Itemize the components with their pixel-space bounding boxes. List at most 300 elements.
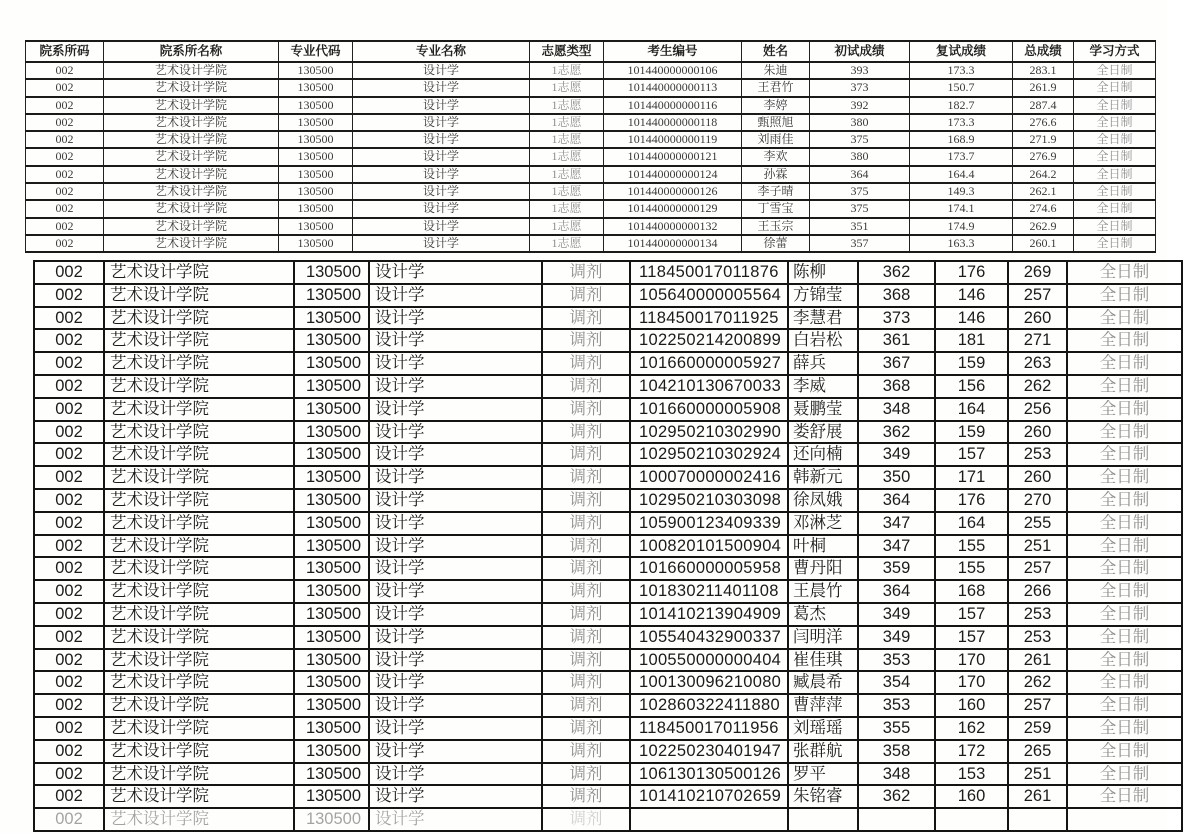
cell-retest-score: 163.3: [910, 235, 1013, 252]
cell-initial-score: 380: [810, 148, 910, 165]
cell-major-code: 130500: [294, 375, 369, 398]
cell-initial-score: 362: [858, 261, 935, 284]
cell-study-mode: 全日制: [1074, 114, 1156, 131]
cell-study-mode: 全日制: [1067, 307, 1182, 330]
cell-major-code: 130500: [294, 398, 369, 421]
cell-application-type: 调剂: [542, 580, 630, 603]
cell-dept-name: 艺术设计学院: [104, 284, 294, 307]
cell-retest-score: 173.3: [910, 114, 1013, 131]
cell-dept-name: 艺术设计学院: [104, 131, 279, 148]
cell-dept-code: 002: [26, 97, 104, 114]
cell-candidate-id: 118450017011956: [630, 717, 788, 740]
cell-initial-score: 357: [810, 235, 910, 252]
table-row: [34, 443, 1182, 466]
cell-total-score: 270: [1008, 489, 1067, 512]
table-row: [34, 375, 1182, 398]
cell-retest-score: 155: [935, 557, 1008, 580]
cell-initial-score: 362: [858, 785, 935, 808]
cell-initial-score: 348: [858, 398, 935, 421]
cell-dept-name: 艺术设计学院: [104, 114, 279, 131]
cell-candidate-id: 105540432900337: [630, 626, 788, 649]
cell-candidate-name: 罗平: [788, 763, 858, 786]
cell-major-code: 130500: [294, 694, 369, 717]
table-row: [34, 307, 1182, 330]
cell-dept-name: 艺术设计学院: [104, 626, 294, 649]
cell-initial-score: 353: [858, 649, 935, 672]
cell-dept-code: 002: [34, 580, 104, 603]
cell-dept-name: 艺术设计学院: [104, 557, 294, 580]
table-row: [34, 785, 1182, 808]
cell-study-mode: 全日制: [1067, 443, 1182, 466]
cell-initial-score: 364: [810, 166, 910, 183]
cell-study-mode: 全日制: [1074, 79, 1156, 96]
cell-major-name: 设计学: [369, 398, 542, 421]
cell-retest-score: 168: [935, 580, 1008, 603]
cell-major-code: 130500: [294, 329, 369, 352]
cell-candidate-id: 101440000000121: [604, 148, 742, 165]
cell-dept-name: 艺术设计学院: [104, 785, 294, 808]
cell-application-type: 调剂: [542, 763, 630, 786]
cell-dept-name: 艺术设计学院: [104, 148, 279, 165]
first-choice-admission-table: [25, 40, 1156, 253]
table-row: [26, 183, 1156, 200]
column-header-initial-score: 初试成绩: [810, 41, 910, 62]
cell-major-code: 130500: [279, 114, 353, 131]
table-row: [34, 557, 1182, 580]
cell-study-mode: 全日制: [1067, 329, 1182, 352]
table-row: [34, 763, 1182, 786]
cell-application-type: 1志愿: [530, 131, 604, 148]
cell-total-score: 269: [1008, 261, 1067, 284]
cell-major-name: 设计学: [369, 535, 542, 558]
cell-dept-code: 002: [26, 62, 104, 79]
cell-total-score: 262: [1008, 671, 1067, 694]
cell-candidate-name: 葛杰: [788, 603, 858, 626]
cell-total-score: 261: [1008, 649, 1067, 672]
cell-retest-score: 170: [935, 649, 1008, 672]
cell-retest-score: 146: [935, 284, 1008, 307]
cell-dept-code: 002: [34, 717, 104, 740]
cell-total-score: 274.6: [1013, 200, 1074, 217]
cell-initial-score: 375: [810, 200, 910, 217]
cell-dept-name: 艺术设计学院: [104, 62, 279, 79]
cell-major-name: 设计学: [369, 763, 542, 786]
cell-major-code: 130500: [279, 79, 353, 96]
cell-retest-score: [935, 808, 1008, 831]
cell-dept-code: 002: [26, 218, 104, 235]
cell-initial-score: 350: [858, 466, 935, 489]
cell-application-type: 1志愿: [530, 148, 604, 165]
cell-study-mode: 全日制: [1067, 694, 1182, 717]
cell-total-score: 276.9: [1013, 148, 1074, 165]
cell-candidate-name: 曹丹阳: [788, 557, 858, 580]
cell-candidate-name: 方锦莹: [788, 284, 858, 307]
cell-application-type: 调剂: [542, 329, 630, 352]
cell-dept-code: 002: [34, 740, 104, 763]
cell-dept-name: 艺术设计学院: [104, 535, 294, 558]
cell-retest-score: 149.3: [910, 183, 1013, 200]
cell-application-type: 调剂: [542, 740, 630, 763]
cell-candidate-id: 100820101500904: [630, 535, 788, 558]
cell-application-type: 调剂: [542, 375, 630, 398]
cell-total-score: 271.9: [1013, 131, 1074, 148]
cell-major-code: 130500: [294, 603, 369, 626]
cell-candidate-id: 105900123409339: [630, 512, 788, 535]
cell-major-name: 设计学: [369, 717, 542, 740]
cell-initial-score: 373: [858, 307, 935, 330]
cell-total-score: 253: [1008, 603, 1067, 626]
cell-candidate-name: 还向楠: [788, 443, 858, 466]
cell-dept-code: 002: [34, 763, 104, 786]
cell-candidate-name: 陈柳: [788, 261, 858, 284]
table-row: [34, 466, 1182, 489]
cell-dept-name: 艺术设计学院: [104, 79, 279, 96]
cell-study-mode: 全日制: [1067, 580, 1182, 603]
cell-candidate-name: 徐凤娥: [788, 489, 858, 512]
cell-initial-score: 347: [858, 512, 935, 535]
cell-dept-code: 002: [34, 466, 104, 489]
cell-dept-code: 002: [34, 785, 104, 808]
cell-initial-score: 349: [858, 443, 935, 466]
cell-application-type: 调剂: [542, 352, 630, 375]
cell-study-mode: 全日制: [1067, 557, 1182, 580]
cell-application-type: 调剂: [542, 443, 630, 466]
cell-dept-code: 002: [34, 535, 104, 558]
column-header-candidate-name: 姓名: [742, 41, 810, 62]
cell-study-mode: 全日制: [1074, 97, 1156, 114]
cell-dept-code: 002: [34, 421, 104, 444]
cell-major-code: 130500: [279, 183, 353, 200]
cell-application-type: 调剂: [542, 626, 630, 649]
cell-initial-score: 354: [858, 671, 935, 694]
cell-total-score: 283.1: [1013, 62, 1074, 79]
table-row: [26, 235, 1156, 252]
cell-candidate-name: 朱迪: [742, 62, 810, 79]
cell-dept-name: 艺术设计学院: [104, 183, 279, 200]
cell-candidate-name: 白岩松: [788, 329, 858, 352]
cell-major-name: 设计学: [353, 218, 530, 235]
cell-retest-score: 155: [935, 535, 1008, 558]
cell-application-type: 调剂: [542, 694, 630, 717]
cell-major-name: 设计学: [369, 261, 542, 284]
cell-major-code: 130500: [279, 131, 353, 148]
cell-retest-score: 176: [935, 489, 1008, 512]
cell-candidate-id: 101440000000124: [604, 166, 742, 183]
cell-total-score: 265: [1008, 740, 1067, 763]
cell-application-type: 1志愿: [530, 166, 604, 183]
cell-study-mode: 全日制: [1067, 740, 1182, 763]
cell-major-name: 设计学: [353, 200, 530, 217]
cell-study-mode: 全日制: [1067, 261, 1182, 284]
cell-candidate-id: 102860322411880: [630, 694, 788, 717]
cell-candidate-id: 100130096210080: [630, 671, 788, 694]
cell-candidate-id: 101440000000132: [604, 218, 742, 235]
cell-application-type: 1志愿: [530, 114, 604, 131]
cell-candidate-id: 102950210303098: [630, 489, 788, 512]
cell-major-code: 130500: [294, 421, 369, 444]
cell-application-type: 调剂: [542, 489, 630, 512]
cell-candidate-name: 聂鹏莹: [788, 398, 858, 421]
cell-dept-code: 002: [34, 694, 104, 717]
cell-dept-code: 002: [34, 329, 104, 352]
cell-major-name: 设计学: [353, 97, 530, 114]
cell-candidate-id: 118450017011876: [630, 261, 788, 284]
cell-study-mode: 全日制: [1067, 626, 1182, 649]
cell-application-type: 调剂: [542, 603, 630, 626]
cell-major-code: 130500: [294, 626, 369, 649]
cell-candidate-id: 101440000000119: [604, 131, 742, 148]
cell-study-mode: 全日制: [1074, 166, 1156, 183]
cell-dept-name: 艺术设计学院: [104, 235, 279, 252]
cell-total-score: 260: [1008, 421, 1067, 444]
cell-dept-name: 艺术设计学院: [104, 200, 279, 217]
column-header-application-type: 志愿类型: [530, 41, 604, 62]
cell-initial-score: 355: [858, 717, 935, 740]
cell-candidate-name: 刘瑶瑶: [788, 717, 858, 740]
cell-candidate-id: 100070000002416: [630, 466, 788, 489]
cell-application-type: 调剂: [542, 398, 630, 421]
table-row: [34, 717, 1182, 740]
cell-major-name: 设计学: [369, 649, 542, 672]
cell-dept-name: 艺术设计学院: [104, 717, 294, 740]
cell-candidate-id: 101660000005958: [630, 557, 788, 580]
cell-application-type: 1志愿: [530, 97, 604, 114]
table-row: [34, 808, 1182, 831]
cell-major-name: 设计学: [353, 183, 530, 200]
cell-candidate-name: 李欢: [742, 148, 810, 165]
cell-total-score: 276.6: [1013, 114, 1074, 131]
cell-total-score: 260: [1008, 307, 1067, 330]
cell-initial-score: 368: [858, 284, 935, 307]
table-row: [34, 694, 1182, 717]
cell-candidate-name: [788, 808, 858, 831]
cell-dept-code: 002: [34, 261, 104, 284]
cell-major-code: 130500: [294, 557, 369, 580]
column-header-total-score: 总成绩: [1013, 41, 1074, 62]
cell-candidate-name: 徐蕾: [742, 235, 810, 252]
cell-study-mode: 全日制: [1074, 235, 1156, 252]
cell-major-name: 设计学: [369, 489, 542, 512]
cell-major-name: 设计学: [353, 79, 530, 96]
cell-dept-name: 艺术设计学院: [104, 649, 294, 672]
cell-major-name: 设计学: [353, 62, 530, 79]
cell-initial-score: 349: [858, 603, 935, 626]
cell-total-score: 257: [1008, 694, 1067, 717]
cell-candidate-name: 薛兵: [788, 352, 858, 375]
cell-candidate-id: 101410210702659: [630, 785, 788, 808]
cell-retest-score: 170: [935, 671, 1008, 694]
cell-candidate-name: 臧晨希: [788, 671, 858, 694]
cell-study-mode: 全日制: [1067, 398, 1182, 421]
cell-candidate-id: 102250214200899: [630, 329, 788, 352]
cell-dept-name: 艺术设计学院: [104, 261, 294, 284]
cell-initial-score: 349: [858, 626, 935, 649]
cell-study-mode: 全日制: [1067, 466, 1182, 489]
cell-candidate-name: 韩新元: [788, 466, 858, 489]
cell-initial-score: 380: [810, 114, 910, 131]
cell-retest-score: 159: [935, 352, 1008, 375]
cell-candidate-name: 丁雪宝: [742, 200, 810, 217]
cell-candidate-id: 101440000000106: [604, 62, 742, 79]
first-choice-table-header: [26, 41, 1156, 62]
adjustment-admission-table: [33, 260, 1183, 832]
cell-major-code: 130500: [279, 62, 353, 79]
cell-application-type: 1志愿: [530, 200, 604, 217]
cell-application-type: 1志愿: [530, 183, 604, 200]
cell-major-name: 设计学: [369, 808, 542, 831]
cell-dept-code: 002: [34, 489, 104, 512]
cell-study-mode: 全日制: [1067, 763, 1182, 786]
cell-dept-name: 艺术设计学院: [104, 671, 294, 694]
table-row: [34, 603, 1182, 626]
cell-major-name: 设计学: [369, 740, 542, 763]
table-row: [26, 79, 1156, 96]
cell-major-code: 130500: [294, 785, 369, 808]
cell-major-name: 设计学: [369, 307, 542, 330]
cell-dept-name: 艺术设计学院: [104, 740, 294, 763]
cell-application-type: 调剂: [542, 284, 630, 307]
cell-application-type: 调剂: [542, 557, 630, 580]
cell-candidate-id: 105640000005564: [630, 284, 788, 307]
table-row: [26, 131, 1156, 148]
cell-candidate-id: 101440000000134: [604, 235, 742, 252]
cell-application-type: 调剂: [542, 512, 630, 535]
cell-retest-score: 171: [935, 466, 1008, 489]
cell-major-code: 130500: [294, 261, 369, 284]
cell-study-mode: 全日制: [1074, 183, 1156, 200]
cell-major-code: 130500: [294, 717, 369, 740]
column-header-candidate-id: 考生编号: [604, 41, 742, 62]
adjustment-table-body: [34, 261, 1182, 831]
cell-initial-score: [858, 808, 935, 831]
cell-study-mode: 全日制: [1067, 535, 1182, 558]
cell-total-score: 264.2: [1013, 166, 1074, 183]
cell-study-mode: 全日制: [1067, 421, 1182, 444]
cell-candidate-id: 102950210302924: [630, 443, 788, 466]
cell-application-type: 调剂: [542, 535, 630, 558]
table-row: [26, 97, 1156, 114]
cell-study-mode: 全日制: [1067, 489, 1182, 512]
cell-dept-name: 艺术设计学院: [104, 218, 279, 235]
cell-application-type: 调剂: [542, 421, 630, 444]
cell-major-code: 130500: [279, 166, 353, 183]
cell-application-type: 1志愿: [530, 62, 604, 79]
cell-total-score: 261.9: [1013, 79, 1074, 96]
adjustment-table-clip-region: [33, 260, 1167, 829]
cell-dept-name: 艺术设计学院: [104, 763, 294, 786]
cell-initial-score: 348: [858, 763, 935, 786]
header-row: [26, 41, 1156, 62]
cell-application-type: 调剂: [542, 466, 630, 489]
cell-retest-score: 174.9: [910, 218, 1013, 235]
cell-application-type: 1志愿: [530, 218, 604, 235]
cell-major-name: 设计学: [369, 671, 542, 694]
cell-retest-score: 168.9: [910, 131, 1013, 148]
cell-dept-name: 艺术设计学院: [104, 466, 294, 489]
cell-dept-name: 艺术设计学院: [104, 166, 279, 183]
cell-retest-score: 182.7: [910, 97, 1013, 114]
cell-dept-code: 002: [34, 398, 104, 421]
cell-initial-score: 364: [858, 489, 935, 512]
cell-major-name: 设计学: [369, 557, 542, 580]
cell-dept-name: 艺术设计学院: [104, 443, 294, 466]
cell-initial-score: 367: [858, 352, 935, 375]
cell-retest-score: 173.3: [910, 62, 1013, 79]
cell-dept-code: 002: [26, 200, 104, 217]
cell-study-mode: 全日制: [1074, 131, 1156, 148]
cell-major-name: 设计学: [369, 603, 542, 626]
cell-dept-code: 002: [34, 512, 104, 535]
cell-candidate-id: 118450017011925: [630, 307, 788, 330]
cell-major-code: 130500: [294, 671, 369, 694]
cell-candidate-name: 李威: [788, 375, 858, 398]
cell-dept-code: 002: [26, 183, 104, 200]
cell-major-code: 130500: [294, 489, 369, 512]
column-header-dept-name: 院系所名称: [104, 41, 279, 62]
cell-candidate-id: 101440000000126: [604, 183, 742, 200]
table-row: [34, 261, 1182, 284]
cell-dept-code: 002: [34, 671, 104, 694]
cell-total-score: 260: [1008, 466, 1067, 489]
cell-candidate-name: 刘雨佳: [742, 131, 810, 148]
cell-major-name: 设计学: [369, 626, 542, 649]
cell-dept-name: 艺术设计学院: [104, 580, 294, 603]
cell-major-code: 130500: [294, 466, 369, 489]
cell-initial-score: 393: [810, 62, 910, 79]
cell-major-code: 130500: [294, 649, 369, 672]
cell-candidate-id: 106130130500126: [630, 763, 788, 786]
cell-dept-name: 艺术设计学院: [104, 694, 294, 717]
cell-initial-score: 373: [810, 79, 910, 96]
cell-application-type: 调剂: [542, 671, 630, 694]
cell-initial-score: 359: [858, 557, 935, 580]
cell-total-score: 256: [1008, 398, 1067, 421]
cell-retest-score: 181: [935, 329, 1008, 352]
cell-candidate-name: 李婷: [742, 97, 810, 114]
cell-major-name: 设计学: [369, 443, 542, 466]
cell-initial-score: 375: [810, 131, 910, 148]
cell-application-type: 调剂: [542, 808, 630, 831]
cell-total-score: 262.1: [1013, 183, 1074, 200]
table-row: [34, 740, 1182, 763]
cell-dept-code: 002: [26, 235, 104, 252]
cell-candidate-id: 101660000005927: [630, 352, 788, 375]
table-row: [34, 352, 1182, 375]
cell-major-code: 130500: [294, 443, 369, 466]
cell-retest-score: 164: [935, 398, 1008, 421]
cell-initial-score: 392: [810, 97, 910, 114]
cell-study-mode: 全日制: [1067, 352, 1182, 375]
cell-major-code: 130500: [294, 808, 369, 831]
cell-candidate-name: 王玉宗: [742, 218, 810, 235]
cell-retest-score: 157: [935, 603, 1008, 626]
table-row: [34, 512, 1182, 535]
cell-major-code: 130500: [294, 352, 369, 375]
cell-candidate-name: 闫明洋: [788, 626, 858, 649]
cell-candidate-name: 邓淋芝: [788, 512, 858, 535]
cell-major-code: 130500: [294, 284, 369, 307]
cell-dept-name: 艺术设计学院: [104, 329, 294, 352]
cell-application-type: 调剂: [542, 261, 630, 284]
cell-total-score: 271: [1008, 329, 1067, 352]
cell-retest-score: 157: [935, 626, 1008, 649]
cell-candidate-name: 王晨竹: [788, 580, 858, 603]
cell-candidate-id: 101660000005908: [630, 398, 788, 421]
cell-dept-code: 002: [26, 166, 104, 183]
cell-dept-name: 艺术设计学院: [104, 97, 279, 114]
cell-major-code: 130500: [279, 218, 353, 235]
cell-total-score: [1008, 808, 1067, 831]
